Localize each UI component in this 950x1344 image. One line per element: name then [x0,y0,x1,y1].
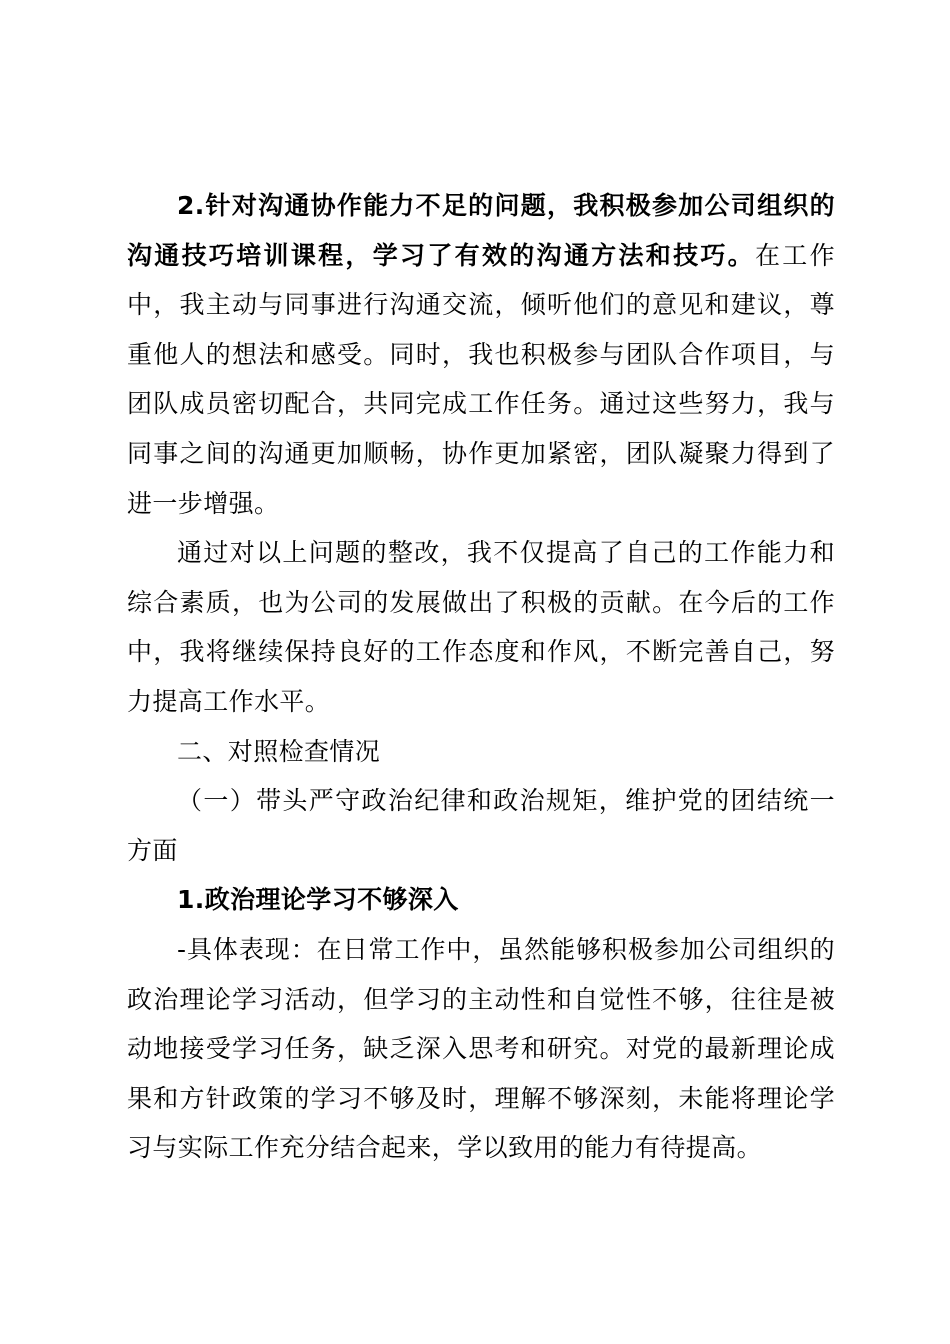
paragraph-summary: 通过对以上问题的整改，我不仅提高了自己的工作能力和综合素质，也为公司的发展做出了积极的贡献。在今后的工作中，我将继续保持良好的工作态度和作风，不断完善自己，努力提高工作水平。 [127,538,835,716]
item-heading: 1.政治理论学习不够深入 [177,885,459,915]
paragraph-bold-lead: 2.针对沟通协作能力不足的问题，我积极参加公司组织的沟通技巧培训课程，学习了有效的沟通方法和技巧。 [127,191,835,270]
paragraph-communication-rectification [127,181,835,528]
document-body [127,181,835,1173]
paragraph-specific-performance: -具体表现：在日常工作中，虽然能够积极参加公司组织的政治理论学习活动，但学习的主动性和自觉性不够，往往是被动地接受学习任务，缺乏深入思考和研究。对党的最新理论成果和方针政策的学习不够及时，理解不够深刻，未能将理论学习与实际工作充分结合起来，学以致用的能力有待提高。 [127,934,835,1163]
paragraph-body-text: 在工作中，我主动与同事进行沟通交流，倾听他们的意见和建议，尊重他人的想法和感受。同时，我也积极参与团队合作项目，与团队成员密切配合，共同完成工作任务。通过这些努力，我与同事之间的沟通更加顺畅，协作更加紧密，团队凝聚力得到了进一步增强。 [127,240,836,518]
subsection-heading: （一）带头严守政治纪律和政治规矩，维护党的团结统一方面 [127,786,835,865]
section-heading: 二、对照检查情况 [177,736,381,766]
